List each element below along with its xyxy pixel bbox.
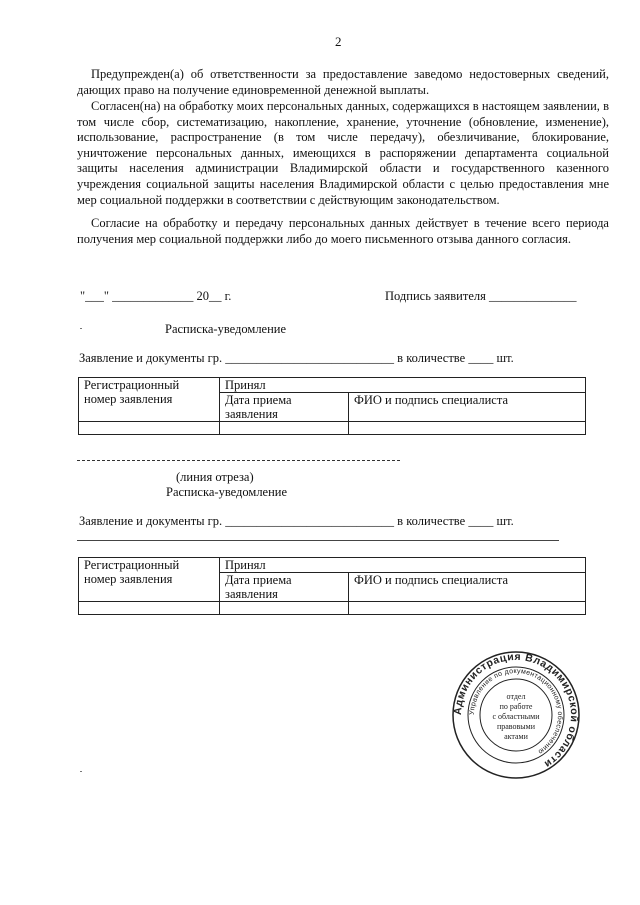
- separator-line: [77, 540, 559, 541]
- receipt-title: Расписка-уведомление: [165, 322, 287, 336]
- fio-sign-cell-2: [349, 602, 586, 615]
- date-received-header: Дата приема заявления: [220, 393, 349, 422]
- accepted-header: Принял: [220, 378, 586, 393]
- reg-number-cell: [79, 422, 220, 435]
- fio-sign-header-2: ФИО и подпись специалиста: [349, 573, 586, 602]
- cut-line: [77, 460, 400, 461]
- official-stamp: [451, 650, 581, 780]
- stamp-center-line-4: правовыми: [496, 722, 536, 731]
- stamp-center-line-1: отдел: [506, 692, 526, 701]
- receipt-table: [78, 377, 586, 435]
- page-number: 2: [335, 34, 342, 49]
- stamp-center-line-3: с областными: [492, 712, 540, 721]
- receipt-table-2: [78, 557, 586, 615]
- consent-paragraph: Согласен(на) на обработку моих персональных данных, содержащихся в настоящем заявлении, в том числе сбор, систематизацию, накопление, хранение, уточнение (обновление, изменение), использование, распространение (в том числе передачу), обезличивание, блокирование, уничтожение персональных данных, имеющихся в распоряжении департамента социальной защиты населения администрации Владимирской области и государственного казенного учреждения социальной защиты населения Владимирской области с целью предоставления мне мер социальной поддержки в соответствии с действующим законодательством.: [77, 99, 609, 207]
- scan-speck: [80, 328, 82, 329]
- date-line: "___" _____________ 20__ г.: [80, 289, 232, 303]
- reg-number-header-2: Регистрационный номер заявления: [79, 558, 220, 602]
- date-received-header-2: Дата приема заявления: [220, 573, 349, 602]
- stamp-outer-text: Администрация Владимирской области: [451, 650, 581, 771]
- applicant-signature-line: Подпись заявителя ______________: [385, 289, 577, 303]
- receipt-documents-line-2: Заявление и документы гр. ___________________________ в количестве ____ шт.: [79, 514, 514, 528]
- consent-validity-paragraph: Согласие на обработку и передачу персональных данных действует в течение всего периода получения мер социальной поддержки либо до моего письменного отзыва данного согласия.: [77, 216, 609, 246]
- reg-number-cell-2: [79, 602, 220, 615]
- receipt-documents-line: Заявление и документы гр. ___________________________ в количестве ____ шт.: [79, 351, 514, 365]
- date-received-cell-2: [220, 602, 349, 615]
- stamp-inner-ring-text: Управление по документационному обеспечению: [468, 667, 564, 756]
- date-received-cell: [220, 422, 349, 435]
- accepted-header-2: Принял: [220, 558, 586, 573]
- stamp-center-line-2: по работе: [499, 702, 533, 711]
- warning-paragraph: Предупрежден(а) об ответственности за предоставление заведомо недостоверных сведений, дающих право на получение единовременной денежной выплаты.: [77, 67, 609, 97]
- receipt-title-2: Расписка-уведомление: [166, 485, 288, 499]
- stamp-center-line-5: актами: [504, 732, 528, 741]
- fio-sign-header: ФИО и подпись специалиста: [349, 393, 586, 422]
- scan-speck-2: [80, 771, 82, 772]
- fio-sign-cell: [349, 422, 586, 435]
- reg-number-header: Регистрационный номер заявления: [79, 378, 220, 422]
- cut-line-label: (линия отреза): [176, 470, 254, 484]
